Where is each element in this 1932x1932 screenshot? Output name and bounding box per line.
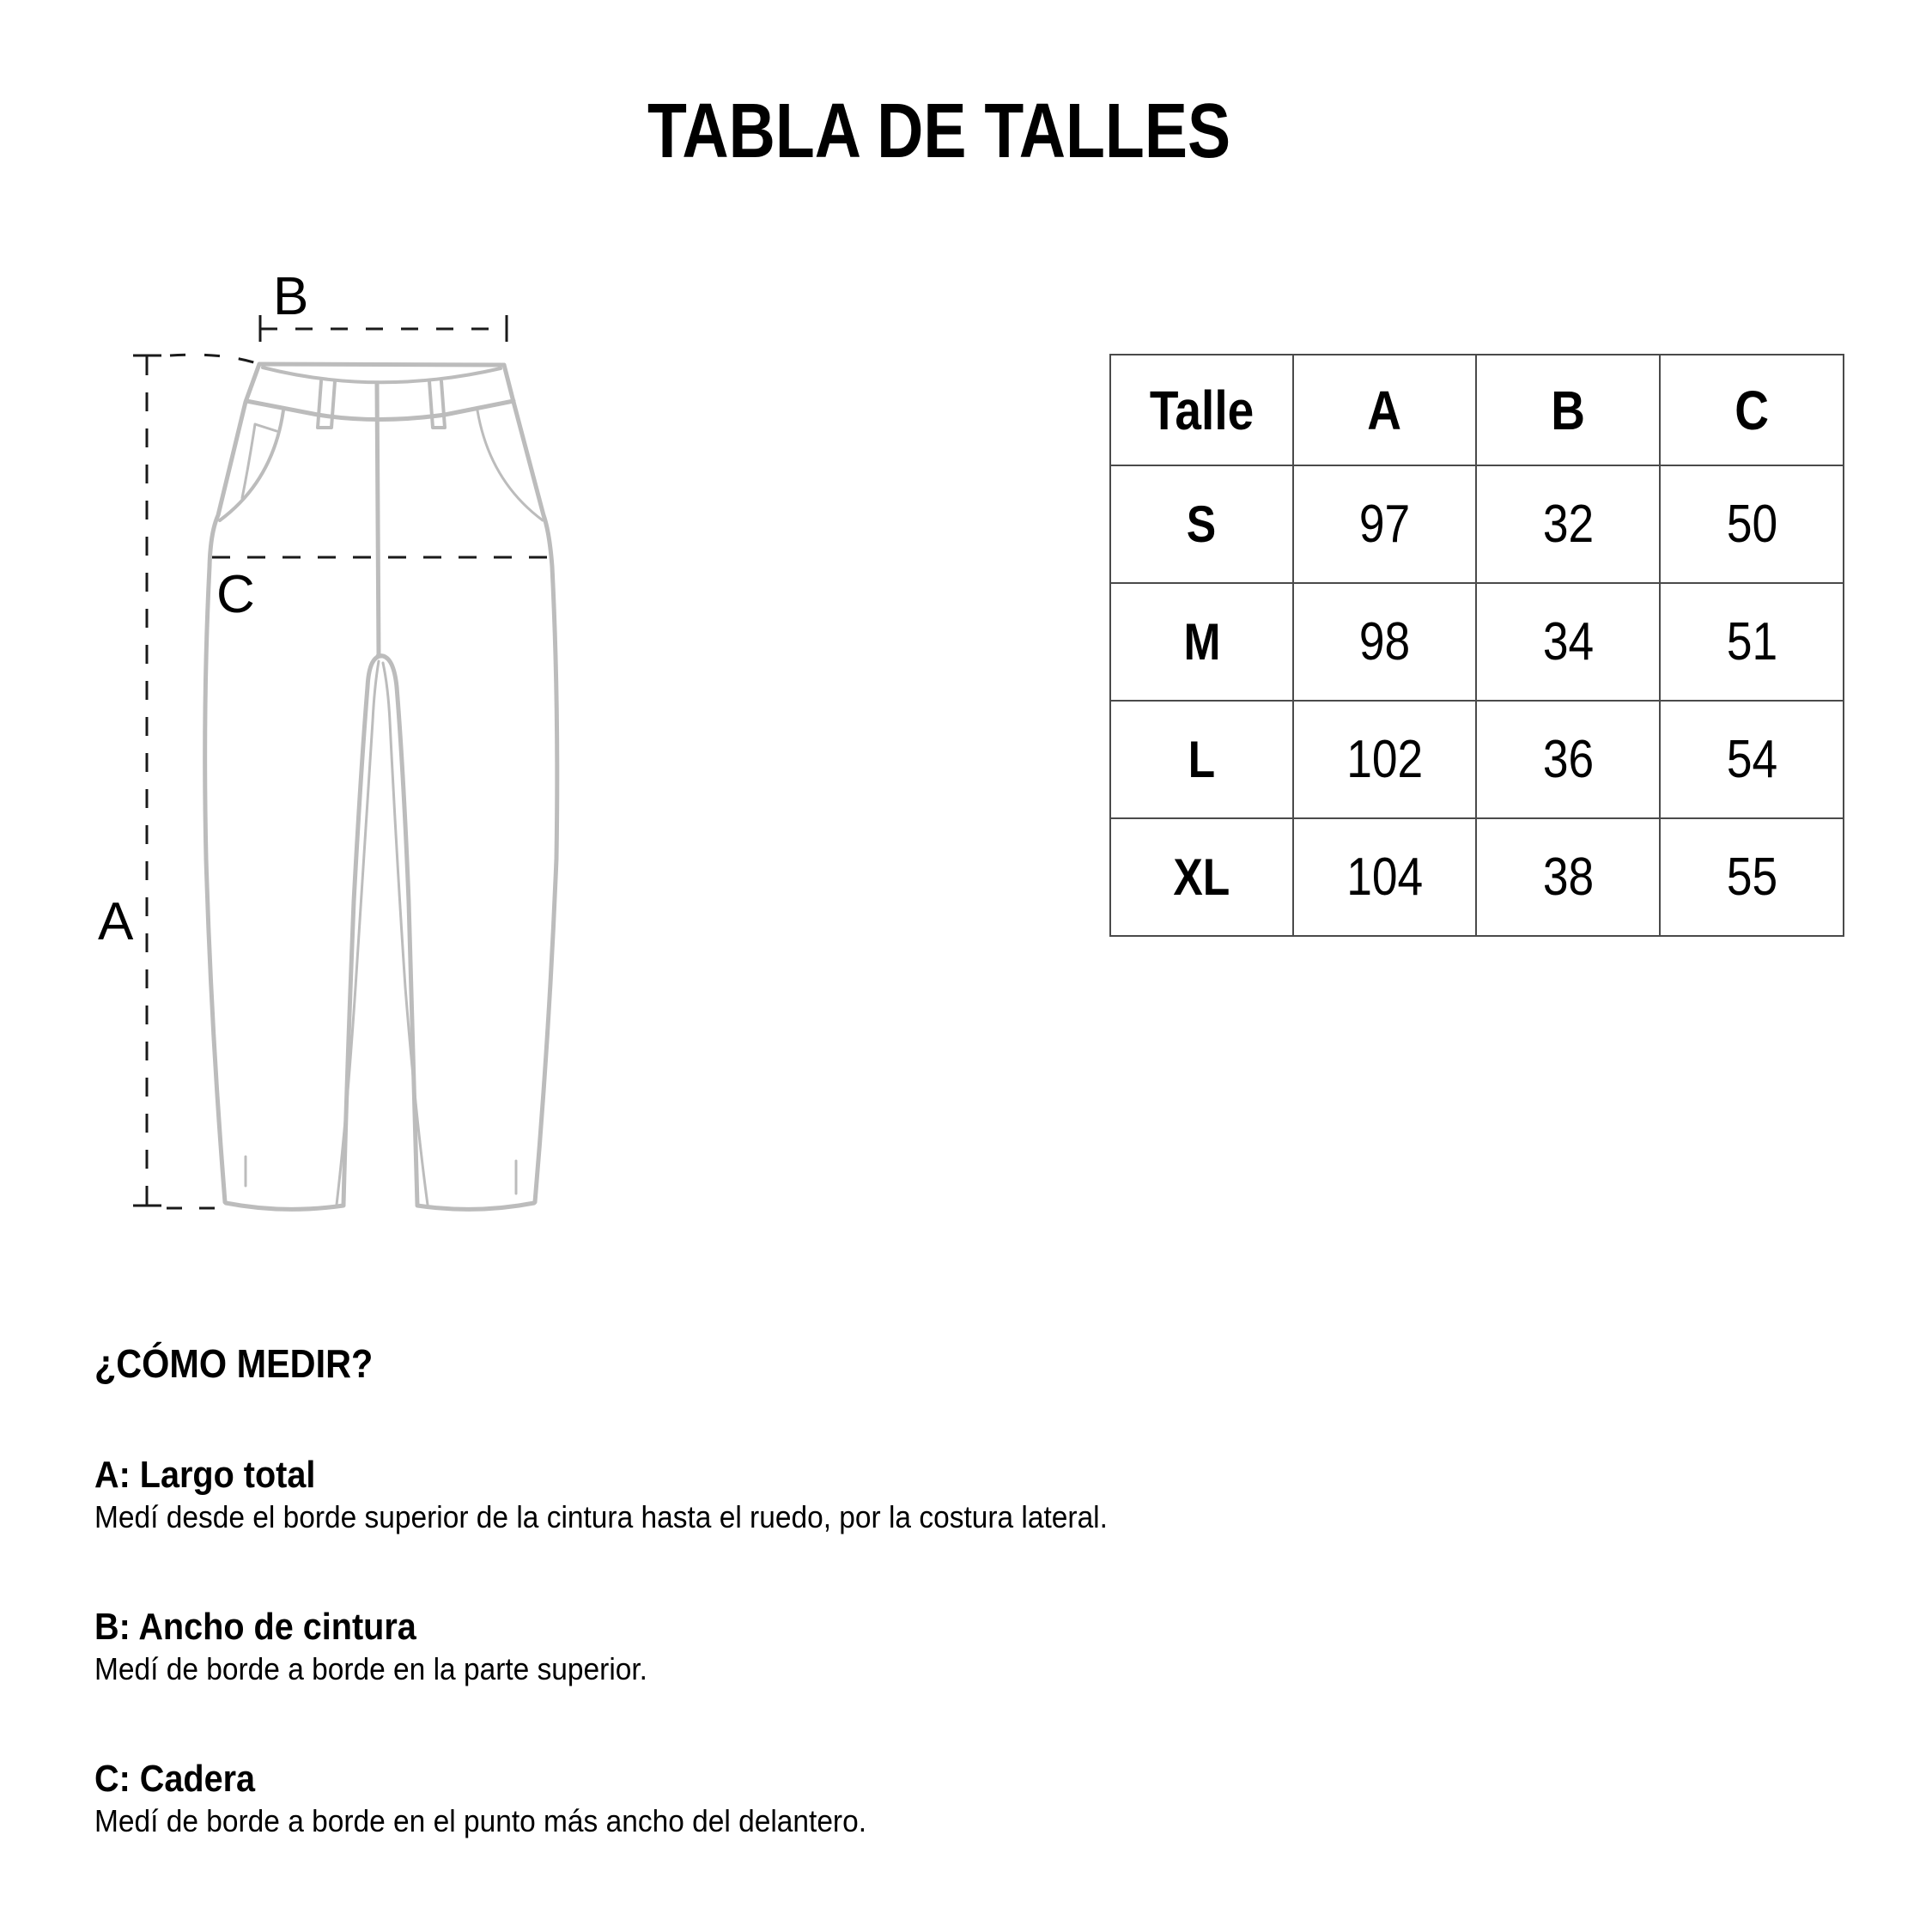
size-table: [1109, 354, 1844, 937]
measure-a-top-leader: [170, 355, 259, 364]
label-b: B: [273, 267, 309, 326]
center-seam: [377, 383, 379, 656]
measure-item-b: [94, 1606, 1812, 1690]
size-cell: L: [1110, 701, 1293, 818]
value-b-cell: 34: [1476, 583, 1660, 701]
pants-illustration: [205, 364, 557, 1209]
table-row: [1110, 701, 1844, 818]
value-c-cell: 55: [1660, 818, 1844, 936]
waistband-inner-curve: [263, 368, 501, 382]
value-c-cell: 54: [1660, 701, 1844, 818]
leg-left-inner: [343, 656, 383, 1205]
how-to-measure-title: ¿CÓMO MEDIR?: [94, 1341, 374, 1386]
value-b-cell: 32: [1476, 465, 1660, 583]
measure-item-a: [94, 1454, 1812, 1538]
value-a-cell: 97: [1293, 465, 1476, 583]
size-table-header-row: [1110, 355, 1844, 465]
value-a-cell: 98: [1293, 583, 1476, 701]
value-a-cell: 104: [1293, 818, 1476, 936]
hem-left: [226, 1203, 343, 1209]
table-row: [1110, 583, 1844, 701]
pocket-left-inner: [242, 424, 276, 498]
measure-heading: A: Largo total: [94, 1454, 316, 1496]
measure-item-c: [94, 1758, 1812, 1842]
waistband-top: [259, 364, 504, 365]
pocket-right: [477, 410, 543, 520]
page-title-text: TABLA DE TALLES: [647, 88, 1231, 174]
header-b: B: [1476, 355, 1660, 465]
belt-loop-right: [429, 381, 445, 428]
belt-loop-left: [318, 381, 335, 428]
value-b-cell: 36: [1476, 701, 1660, 818]
label-a: A: [98, 892, 134, 951]
measure-heading: C: Cadera: [94, 1758, 256, 1800]
value-c-cell: 51: [1660, 583, 1844, 701]
measure-description: Medí desde el borde superior de la cintura hasta el ruedo, por la costura lateral.: [94, 1499, 1108, 1534]
leg-left-inner-seam: [337, 661, 379, 1205]
waistband-bottom: [246, 401, 513, 420]
size-cell: M: [1110, 583, 1293, 701]
value-b-cell: 38: [1476, 818, 1660, 936]
value-c-cell: 50: [1660, 465, 1844, 583]
measure-heading: B: Ancho de cintura: [94, 1606, 416, 1648]
table-row: [1110, 818, 1844, 936]
value-a-cell: 102: [1293, 701, 1476, 818]
header-a: A: [1293, 355, 1476, 465]
label-c: C: [216, 565, 255, 624]
measure-description: Medí de borde a borde en la parte superior.: [94, 1651, 647, 1686]
hem-right: [417, 1203, 534, 1209]
size-cell: XL: [1110, 818, 1293, 936]
leg-right-inner-seam: [383, 663, 428, 1205]
header-c: C: [1660, 355, 1844, 465]
measure-description: Medí de borde a borde en el punto más ancho del delantero.: [94, 1803, 867, 1838]
page-title: [647, 88, 1281, 174]
size-cell: S: [1110, 465, 1293, 583]
header-talle: Talle: [1110, 355, 1293, 465]
pants-diagram: [0, 0, 687, 1245]
table-row: [1110, 465, 1844, 583]
leg-right-inner: [378, 656, 417, 1205]
